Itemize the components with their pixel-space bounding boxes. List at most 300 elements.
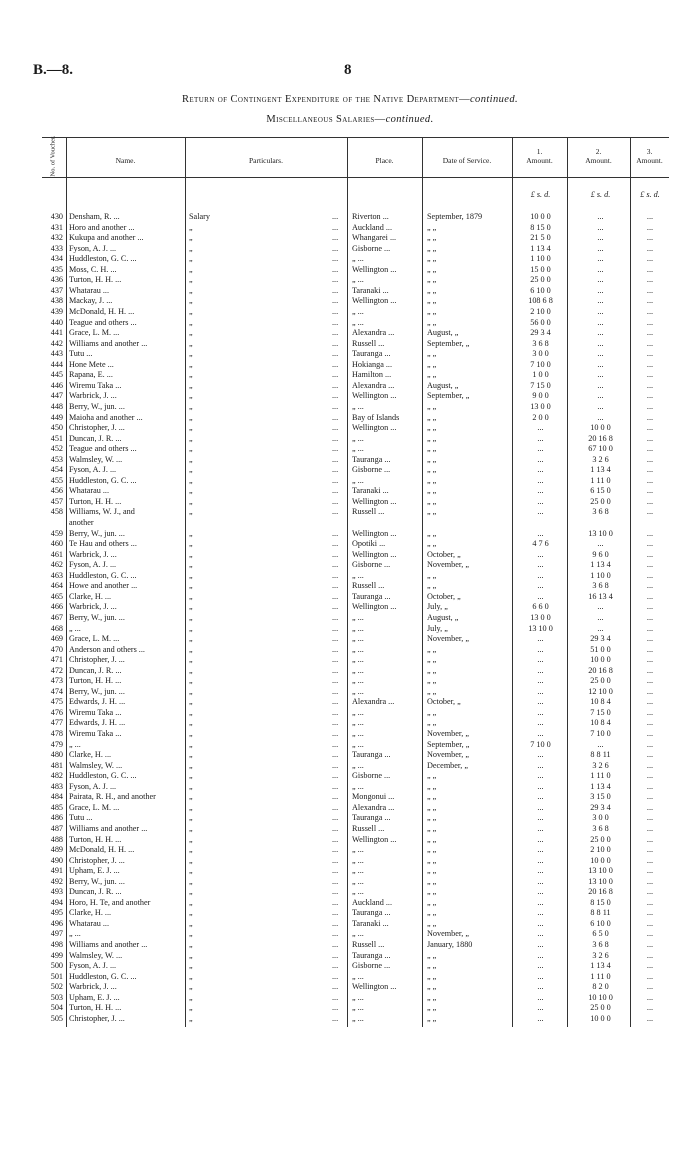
amount-1: 2 0 0 — [532, 412, 549, 422]
amount-2: 10 10 0 — [588, 992, 613, 1002]
particulars-leader: ... — [332, 876, 339, 886]
table-row — [0, 413, 700, 423]
amount-2: 13 10 0 — [588, 528, 613, 538]
payee-name: Turton, H. H. ... — [69, 834, 122, 844]
particulars: „ — [189, 370, 193, 380]
particulars-leader: ... — [332, 338, 339, 348]
particulars: „ — [189, 876, 193, 886]
column-header-place: Place. — [375, 156, 394, 165]
particulars-leader: ... — [332, 391, 339, 401]
place: „ ... — [352, 992, 364, 1002]
amount-1: ... — [537, 560, 544, 570]
voucher-number: 473 — [50, 676, 63, 686]
amount-2: 6 10 0 — [590, 918, 611, 928]
date-of-service: „ „ — [427, 486, 437, 496]
amount-3: ... — [646, 233, 654, 243]
amount-2: 1 13 4 — [590, 961, 611, 971]
payee-name: Fyson, A. J. ... — [69, 465, 117, 475]
table-row — [0, 697, 700, 707]
voucher-number: 459 — [50, 528, 63, 538]
table-row — [0, 486, 700, 496]
amount-2: ... — [597, 359, 604, 369]
payee-name: Kukupa and another ... — [69, 233, 144, 243]
amount-2: 25 0 0 — [590, 676, 611, 686]
amount-2: ... — [597, 233, 604, 243]
place: Wellington ... — [352, 391, 397, 401]
amount-3: ... — [646, 264, 654, 274]
place: „ ... — [352, 686, 364, 696]
amount-2: ... — [597, 306, 604, 316]
particulars: „ — [189, 338, 193, 348]
place: Wellington ... — [352, 296, 397, 306]
table-row — [0, 381, 700, 391]
date-of-service: November, „ — [427, 560, 469, 570]
amount-3: ... — [646, 697, 654, 707]
date-of-service: „ „ — [427, 897, 437, 907]
voucher-number: 434 — [50, 254, 63, 264]
amount-1: 2 10 0 — [530, 306, 551, 316]
amount-3: ... — [646, 486, 654, 496]
voucher-number: 497 — [50, 929, 63, 939]
date-of-service: September, „ — [427, 338, 470, 348]
place: Russell ... — [352, 581, 385, 591]
particulars: „ — [189, 739, 193, 749]
amount-2: 25 0 0 — [590, 496, 611, 506]
date-of-service: „ „ — [427, 359, 437, 369]
particulars: „ — [189, 866, 193, 876]
amount-2: 12 10 0 — [588, 686, 613, 696]
particulars-leader: ... — [332, 591, 339, 601]
particulars: „ — [189, 570, 193, 580]
payee-name: Williams and another ... — [69, 940, 148, 949]
amount-2: 7 10 0 — [590, 729, 611, 738]
particulars: „ — [189, 707, 193, 717]
table-row — [0, 877, 700, 887]
particulars: „ — [189, 454, 193, 464]
subtitle-continued: continued. — [385, 114, 434, 125]
place: Wellington ... — [352, 496, 397, 506]
table-row — [0, 972, 700, 982]
amount-2: 13 10 0 — [588, 866, 613, 876]
amount-3: ... — [646, 507, 654, 517]
amount-3: ... — [646, 370, 654, 380]
voucher-number: 477 — [50, 718, 63, 728]
amount-1: ... — [537, 992, 544, 1002]
payee-name: Christopher, J. ... — [69, 423, 125, 432]
amount-3: ... — [646, 359, 654, 369]
table-row — [0, 940, 700, 950]
amount-3: ... — [646, 338, 654, 348]
voucher-number: 443 — [50, 349, 63, 359]
table-row — [0, 676, 700, 686]
amount-3: ... — [646, 866, 654, 876]
particulars-leader: ... — [332, 623, 339, 633]
particulars-leader: ... — [332, 792, 339, 802]
voucher-number: 468 — [50, 623, 63, 633]
particulars-leader: ... — [332, 465, 339, 475]
amount-1: 7 15 0 — [530, 380, 551, 390]
payee-name: Walmsley, W. ... — [69, 950, 123, 960]
amount-1: ... — [537, 982, 544, 992]
table-row — [0, 360, 700, 370]
particulars: „ — [189, 940, 193, 949]
payee-name: Maioha and another ... — [69, 412, 143, 422]
particulars-leader: ... — [332, 823, 339, 833]
amount-1: ... — [537, 729, 544, 738]
particulars-leader: ... — [332, 233, 339, 243]
amount-2: 8 15 0 — [590, 897, 611, 907]
particulars: „ — [189, 802, 193, 812]
amount-1: 3 0 0 — [532, 349, 549, 359]
amount-1: 6 6 0 — [532, 602, 549, 612]
amount-1: ... — [537, 940, 544, 949]
place: Gisborne ... — [352, 465, 391, 475]
place: „ ... — [352, 929, 364, 939]
amount-1: ... — [537, 897, 544, 907]
amount-3: ... — [646, 855, 654, 865]
voucher-number: 458 — [50, 507, 63, 517]
particulars-leader: ... — [332, 275, 339, 285]
amount-1: 7 10 0 — [530, 739, 551, 749]
particulars: „ — [189, 254, 193, 264]
voucher-number: 475 — [50, 697, 63, 707]
amount-3: ... — [646, 792, 654, 802]
voucher-number: 482 — [50, 771, 63, 781]
date-of-service: „ „ — [427, 264, 437, 274]
particulars: „ — [189, 496, 193, 506]
amount-2: 6 5 0 — [592, 929, 609, 939]
table-row — [0, 592, 700, 602]
payee-name: Berry, W., jun. ... — [69, 876, 125, 886]
date-of-service: November, „ — [427, 929, 469, 939]
table-row — [0, 518, 700, 528]
table-row — [0, 898, 700, 908]
payee-name: Fyson, A. J. ... — [69, 781, 117, 791]
amount-1: ... — [537, 855, 544, 865]
amount-1: 3 6 8 — [532, 338, 549, 348]
place: „ ... — [352, 729, 364, 738]
payee-name: Berry, W., jun. ... — [69, 528, 125, 538]
voucher-number: 488 — [50, 834, 63, 844]
amount-3: ... — [646, 686, 654, 696]
payee-name: Hone Mete ... — [69, 359, 114, 369]
date-of-service: „ „ — [427, 412, 437, 422]
particulars-leader: ... — [332, 697, 339, 707]
payee-name: Huddleston, G. C. ... — [69, 771, 137, 781]
payee-name: Tutu ... — [69, 813, 93, 823]
place: „ ... — [352, 1013, 364, 1023]
place: „ ... — [352, 612, 364, 622]
table-row — [0, 1014, 700, 1024]
table-row — [0, 529, 700, 539]
payee-name: Fyson, A. J. ... — [69, 560, 117, 570]
payee-name: Walmsley, W. ... — [69, 760, 123, 770]
voucher-number: 450 — [50, 423, 63, 432]
payee-name: Christopher, J. ... — [69, 1013, 125, 1023]
amount-3: ... — [646, 581, 654, 591]
lsd-units-3: £ s. d. — [640, 190, 660, 199]
table-row — [0, 982, 700, 992]
place: „ ... — [352, 475, 364, 485]
particulars-leader: ... — [332, 507, 339, 517]
particulars-leader: ... — [332, 718, 339, 728]
table-row — [0, 497, 700, 507]
table-row — [0, 423, 700, 433]
amount-2: ... — [597, 222, 604, 232]
amount-3: ... — [646, 1013, 654, 1023]
date-of-service: October, „ — [427, 697, 461, 707]
amount-3: ... — [646, 444, 654, 454]
particulars: „ — [189, 792, 193, 802]
amount-3: ... — [646, 454, 654, 464]
payee-name: Warbrick, J. ... — [69, 549, 117, 559]
date-of-service: „ „ — [427, 686, 437, 696]
particulars-leader: ... — [332, 771, 339, 781]
voucher-number: 492 — [50, 876, 63, 886]
amount-2: 51 0 0 — [590, 644, 611, 654]
payee-name: Wiremu Taka ... — [69, 729, 122, 738]
date-of-service: „ „ — [427, 887, 437, 897]
amount-2: ... — [597, 391, 604, 401]
date-of-service: „ „ — [427, 655, 437, 665]
column-header-date: Date of Service. — [442, 156, 492, 165]
voucher-number: 464 — [50, 581, 63, 591]
amount-2: 7 15 0 — [590, 707, 611, 717]
payee-name: Grace, L. M. ... — [69, 328, 120, 338]
voucher-number: 486 — [50, 813, 63, 823]
table-row — [0, 645, 700, 655]
voucher-number: 433 — [50, 243, 63, 253]
particulars-leader: ... — [332, 855, 339, 865]
payee-name: Huddleston, G. C. ... — [69, 254, 137, 264]
table-row — [0, 687, 700, 697]
amount-3: ... — [646, 549, 654, 559]
payee-name: Densham, R. ... — [69, 212, 120, 221]
particulars-leader: ... — [332, 1013, 339, 1023]
amount-3: ... — [646, 496, 654, 506]
place: „ ... — [352, 433, 364, 443]
amount-3: ... — [646, 222, 654, 232]
particulars: „ — [189, 243, 193, 253]
payee-name: Wiremu Taka ... — [69, 707, 122, 717]
date-of-service: „ „ — [427, 401, 437, 411]
amount-1: ... — [537, 423, 544, 432]
date-of-service: „ „ — [427, 454, 437, 464]
payee-name: Berry, W., jun. ... — [69, 686, 125, 696]
date-of-service: „ „ — [427, 676, 437, 686]
table-row — [0, 750, 700, 760]
payee-name: Howe and another ... — [69, 581, 138, 591]
particulars-leader: ... — [332, 760, 339, 770]
payee-name: Duncan, J. R. ... — [69, 887, 122, 897]
particulars-leader: ... — [332, 845, 339, 854]
amount-3: ... — [646, 560, 654, 570]
voucher-number: 499 — [50, 950, 63, 960]
particulars-leader: ... — [332, 1003, 339, 1013]
amount-1: ... — [537, 971, 544, 981]
amount-2: 3 2 6 — [592, 454, 609, 464]
amount-3: ... — [646, 591, 654, 601]
date-of-service: November, „ — [427, 750, 469, 760]
voucher-number: 478 — [50, 729, 63, 738]
voucher-number: 452 — [50, 444, 63, 454]
table-row — [0, 792, 700, 802]
date-of-service: „ „ — [427, 1003, 437, 1013]
amount-3: ... — [646, 739, 654, 749]
date-of-service: „ „ — [427, 570, 437, 580]
payee-name: Turton, H. H. ... — [69, 1003, 122, 1013]
voucher-number: 466 — [50, 602, 63, 612]
amount-3: ... — [646, 729, 654, 738]
payee-name: Turton, H. H. ... — [69, 275, 122, 285]
voucher-number: 454 — [50, 465, 63, 475]
amount-3: ... — [646, 306, 654, 316]
amount-1: 13 0 0 — [530, 401, 551, 411]
particulars: „ — [189, 918, 193, 928]
payee-name: Moss, C. H. ... — [69, 264, 117, 274]
amount-1: ... — [537, 444, 544, 454]
place: „ ... — [352, 718, 364, 728]
place: „ ... — [352, 655, 364, 665]
amount-1: ... — [537, 528, 544, 538]
date-of-service: „ „ — [427, 771, 437, 781]
column-header-amount-3: 3. Amount. — [636, 147, 663, 165]
place: Hamilton ... — [352, 370, 392, 380]
particulars-leader: ... — [332, 412, 339, 422]
voucher-number: 503 — [50, 992, 63, 1002]
place: „ ... — [352, 781, 364, 791]
amount-1: ... — [537, 644, 544, 654]
table-row — [0, 729, 700, 739]
payee-name: Wiremu Taka ... — [69, 380, 122, 390]
particulars-leader: ... — [332, 992, 339, 1002]
particulars: „ — [189, 285, 193, 295]
table-row — [0, 602, 700, 612]
amount-2: 10 0 0 — [590, 423, 611, 432]
date-of-service: „ „ — [427, 285, 437, 295]
date-of-service: „ „ — [427, 507, 437, 517]
payee-name: Grace, L. M. ... — [69, 802, 120, 812]
amount-1: 13 0 0 — [530, 612, 551, 622]
place: Wellington ... — [352, 528, 397, 538]
amount-3: ... — [646, 718, 654, 728]
amount-2: 1 13 4 — [590, 781, 611, 791]
particulars-leader: ... — [332, 665, 339, 675]
voucher-number: 457 — [50, 496, 63, 506]
date-of-service: „ „ — [427, 961, 437, 971]
voucher-number: 479 — [50, 739, 63, 749]
amount-3: ... — [646, 465, 654, 475]
particulars: „ — [189, 581, 193, 591]
amount-2: 1 11 0 — [590, 475, 611, 485]
amount-3: ... — [646, 918, 654, 928]
particulars: „ — [189, 929, 193, 939]
voucher-number: 502 — [50, 982, 63, 992]
amount-3: ... — [646, 823, 654, 833]
amount-3: ... — [646, 1003, 654, 1013]
payee-name: Whatarau ... — [69, 486, 110, 496]
amount-1: ... — [537, 760, 544, 770]
payee-name: Anderson and others ... — [69, 644, 145, 654]
table-row — [0, 328, 700, 338]
particulars-leader: ... — [332, 887, 339, 897]
amount-2: 20 16 8 — [588, 433, 613, 443]
table-row — [0, 212, 700, 222]
amount-2: ... — [597, 623, 604, 633]
column-header-amount-1: 1. Amount. — [526, 147, 553, 165]
amount-2: 3 2 6 — [592, 950, 609, 960]
particulars: „ — [189, 982, 193, 992]
place: „ ... — [352, 254, 364, 264]
payee-name: Upham, E. J. ... — [69, 866, 120, 876]
amount-2: 3 0 0 — [592, 813, 609, 823]
amount-3: ... — [646, 961, 654, 971]
table-row — [0, 402, 700, 412]
amount-3: ... — [646, 781, 654, 791]
voucher-number: 436 — [50, 275, 63, 285]
payee-name: Fyson, A. J. ... — [69, 243, 117, 253]
amount-1: ... — [537, 1003, 544, 1013]
date-of-service: „ „ — [427, 539, 437, 548]
date-of-service: January, 1880 — [427, 940, 473, 949]
date-of-service: „ „ — [427, 971, 437, 981]
table-row — [0, 560, 700, 570]
place: Tauranga ... — [352, 908, 391, 918]
amount-2: 6 15 0 — [590, 486, 611, 496]
voucher-number: 471 — [50, 655, 63, 665]
particulars-leader: ... — [332, 454, 339, 464]
date-of-service: September, „ — [427, 739, 470, 749]
voucher-number: 444 — [50, 359, 63, 369]
amount-3: ... — [646, 634, 654, 643]
subtitle-main: Miscellaneous Salaries— — [266, 114, 386, 125]
particulars: „ — [189, 349, 193, 359]
table-row — [0, 803, 700, 813]
particulars: „ — [189, 1003, 193, 1013]
payee-name: Horo and another ... — [69, 222, 135, 232]
amount-1: ... — [537, 454, 544, 464]
amount-1: 29 3 4 — [530, 328, 551, 338]
amount-1: ... — [537, 686, 544, 696]
payee-name: Te Hau and others ... — [69, 539, 137, 548]
voucher-number: 490 — [50, 855, 63, 865]
date-of-service: „ „ — [427, 528, 437, 538]
particulars-leader: ... — [332, 243, 339, 253]
payee-name: „ ... — [69, 623, 81, 633]
particulars: „ — [189, 612, 193, 622]
particulars-leader: ... — [332, 254, 339, 264]
amount-1: ... — [537, 781, 544, 791]
voucher-number: 504 — [50, 1003, 63, 1013]
place: Whangarei ... — [352, 233, 397, 243]
payee-name: Berry, W., jun. ... — [69, 612, 125, 622]
particulars: „ — [189, 328, 193, 338]
particulars: „ — [189, 296, 193, 306]
date-of-service: „ „ — [427, 496, 437, 506]
particulars-leader: ... — [332, 655, 339, 665]
particulars: „ — [189, 813, 193, 823]
amount-2: 1 11 0 — [590, 971, 611, 981]
column-header-amount-2: 2. Amount. — [585, 147, 612, 165]
particulars: „ — [189, 887, 193, 897]
voucher-number: 435 — [50, 264, 63, 274]
date-of-service: „ „ — [427, 296, 437, 306]
particulars: „ — [189, 771, 193, 781]
amount-2: 10 8 4 — [590, 718, 611, 728]
place: Riverton ... — [352, 212, 389, 221]
particulars: „ — [189, 391, 193, 401]
table-row — [0, 370, 700, 380]
